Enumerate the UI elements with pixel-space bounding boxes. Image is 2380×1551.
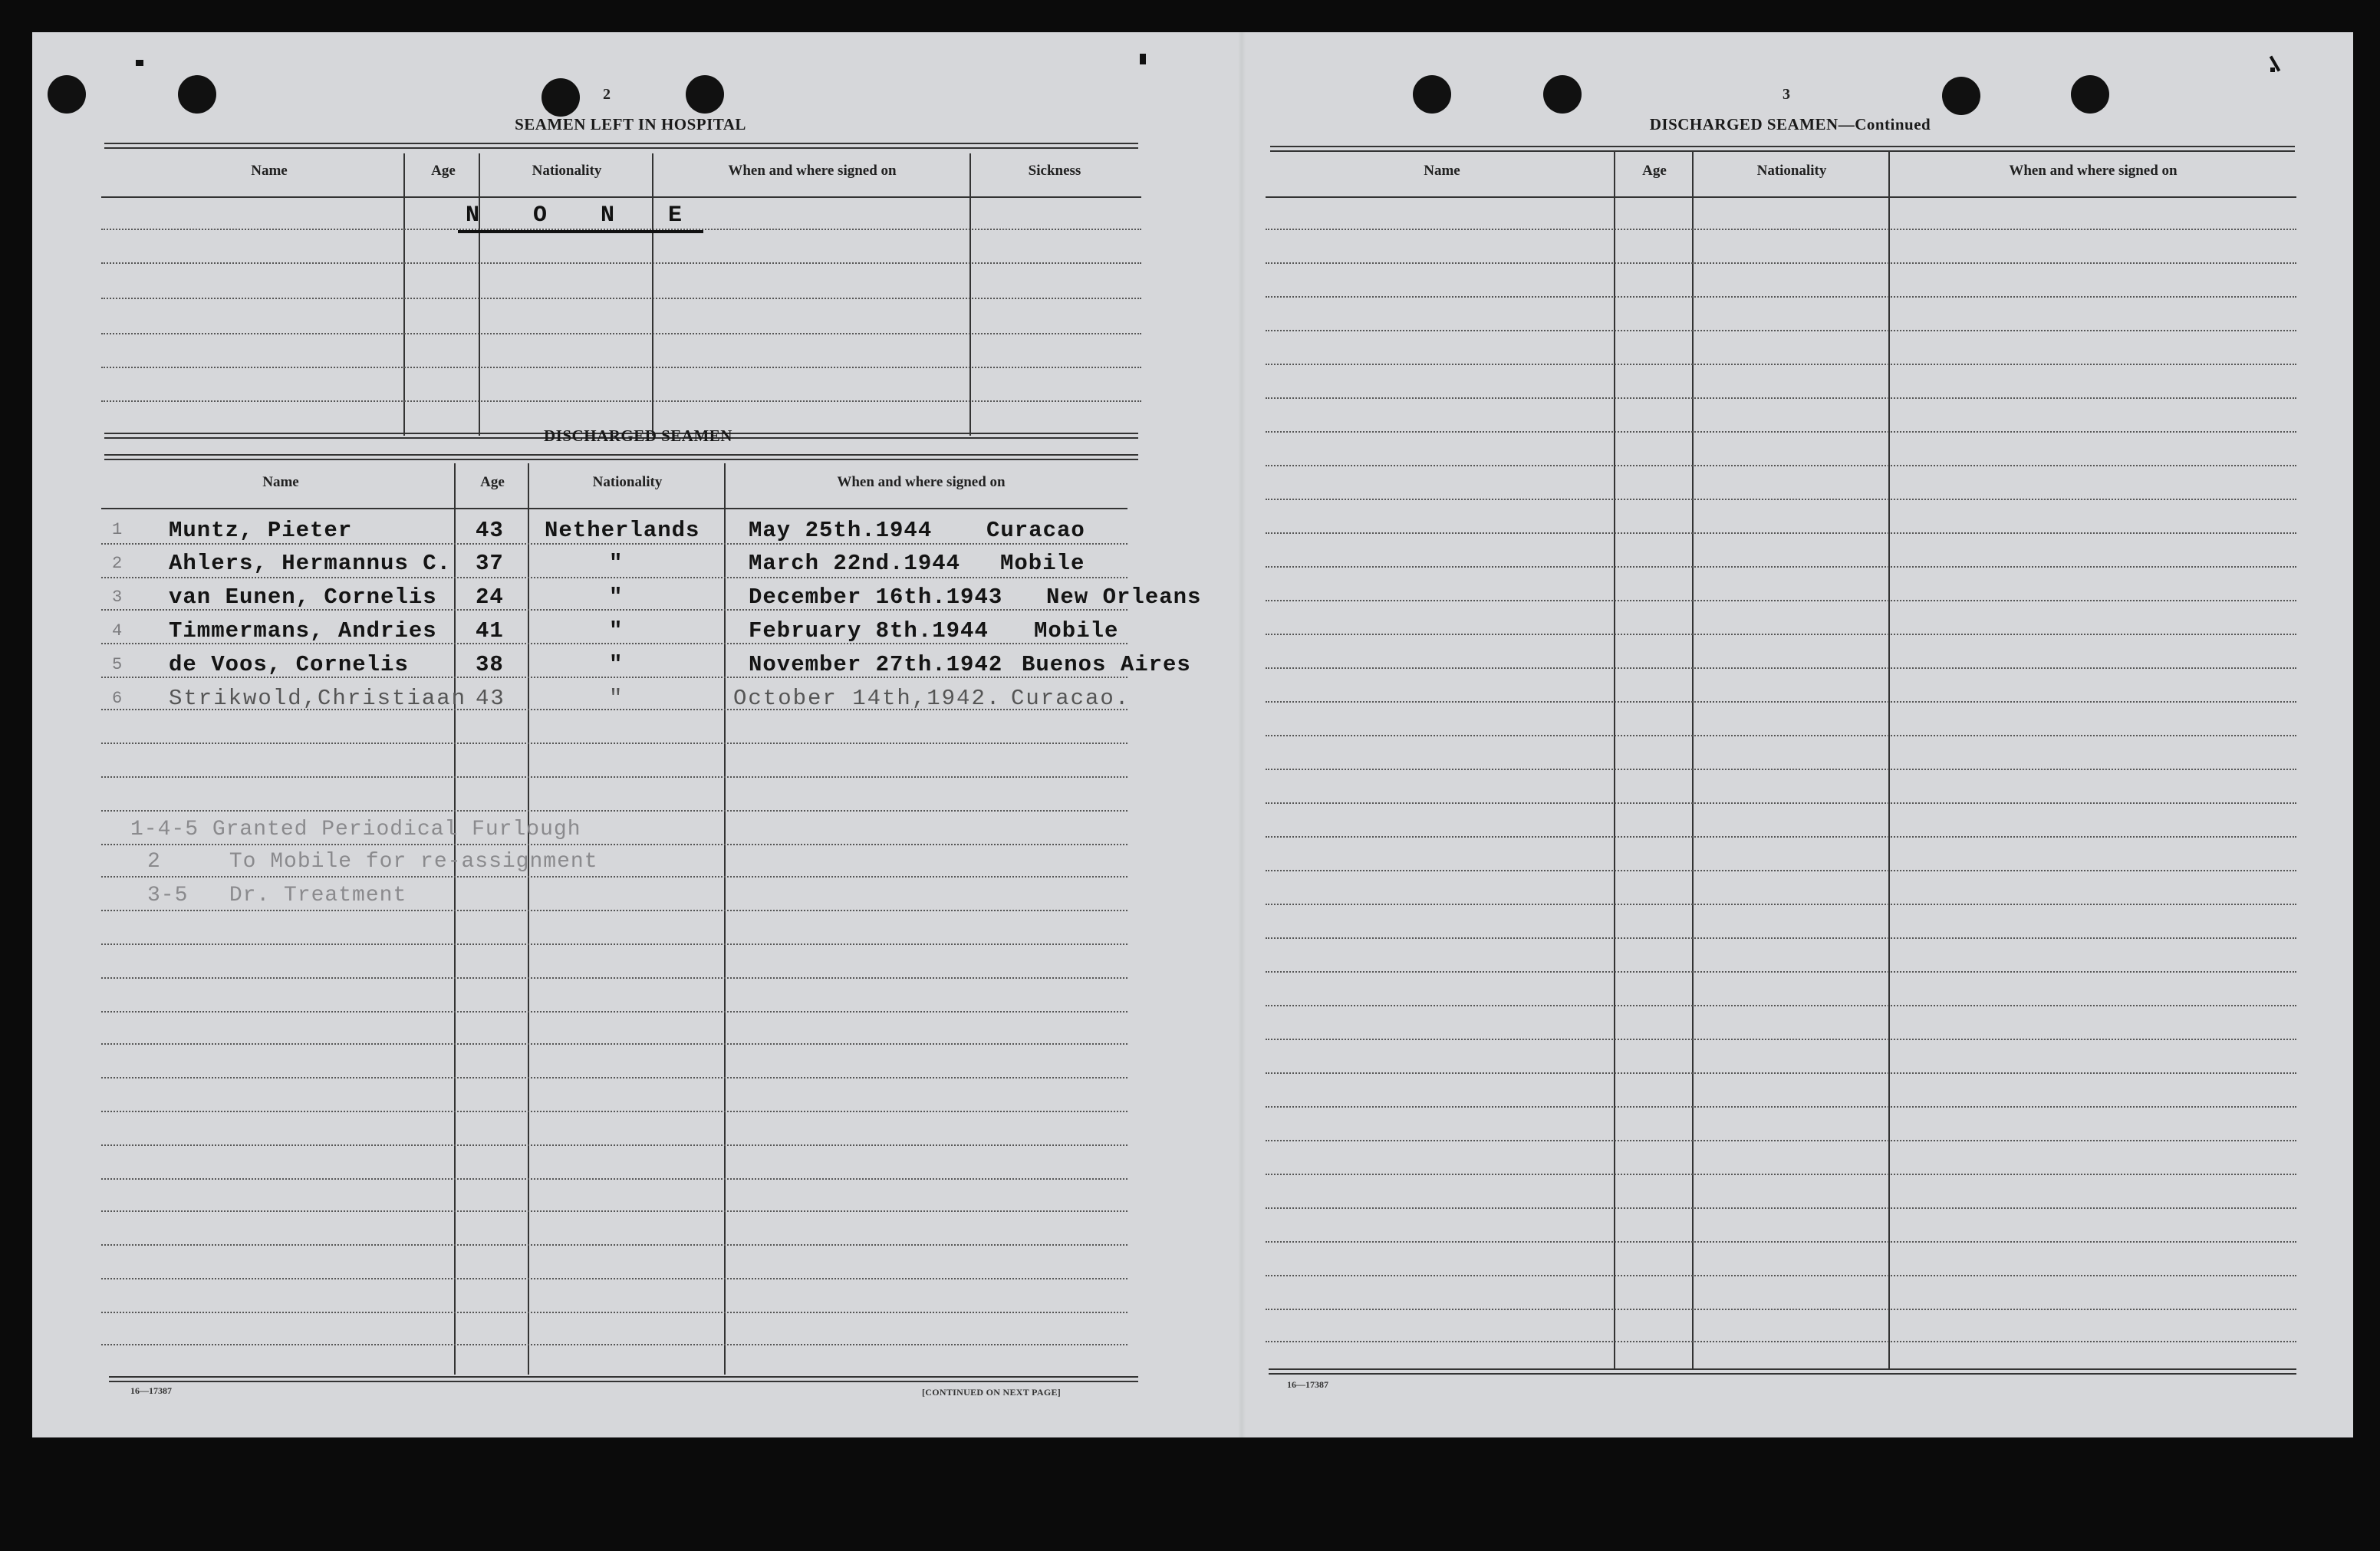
ruled-line <box>101 1278 1127 1279</box>
ruled-line <box>101 333 1141 334</box>
ruled-line <box>1266 431 2296 433</box>
ruled-line <box>101 776 1127 778</box>
column-header-age: Age <box>1642 163 1667 179</box>
ruled-line <box>1266 397 2296 399</box>
ruled-line <box>1266 465 2296 466</box>
rule <box>104 143 1138 149</box>
column-divider <box>1614 152 1615 1368</box>
seaman-name: Muntz, Pieter <box>169 518 353 543</box>
column-divider <box>652 153 653 436</box>
column-header-nationality: Nationality <box>532 163 602 179</box>
continued-note: [CONTINUED ON NEXT PAGE] <box>922 1387 1062 1398</box>
page-number: 3 <box>1783 86 1790 103</box>
row-number: 5 <box>112 655 123 674</box>
signed-on-date: November 27th.1942 <box>749 652 1003 677</box>
ruled-line <box>101 1210 1127 1212</box>
ruled-line <box>1266 364 2296 365</box>
ruled-line <box>101 543 1127 545</box>
ruled-line <box>101 743 1127 744</box>
ruled-line <box>1266 971 2296 973</box>
row-number: 6 <box>112 689 123 708</box>
rule <box>1266 196 2296 198</box>
ruled-line <box>101 1344 1127 1345</box>
ruled-line <box>101 810 1127 812</box>
hospital-section-title: SEAMEN LEFT IN HOSPITAL <box>515 115 746 133</box>
document-paper <box>32 32 2353 1437</box>
ruled-line <box>1266 262 2296 264</box>
seaman-nationality: " <box>609 551 624 576</box>
column-header-age: Age <box>480 474 505 490</box>
ruled-line <box>1266 1341 2296 1342</box>
left-page <box>32 32 1229 1437</box>
ruled-line <box>1266 1140 2296 1141</box>
seaman-name: Ahlers, Hermannus C. <box>169 551 452 576</box>
ruled-line <box>101 1077 1127 1078</box>
form-number: 16—17387 <box>130 1385 172 1396</box>
column-header-signed-on: When and where signed on <box>837 474 1006 490</box>
rule <box>104 454 1138 460</box>
row-number: 2 <box>112 554 123 573</box>
seaman-name: van Eunen, Cornelis <box>169 585 437 610</box>
ruled-line <box>1266 532 2296 534</box>
form-number: 16—17387 <box>1287 1379 1328 1390</box>
ruled-line <box>1266 1309 2296 1310</box>
column-divider <box>969 153 971 436</box>
column-divider <box>724 463 726 1375</box>
ruled-line <box>1266 1275 2296 1276</box>
seaman-age: 24 <box>476 585 504 610</box>
ruled-line <box>1266 1106 2296 1108</box>
column-header-nationality: Nationality <box>1756 163 1827 179</box>
column-header-signed-on: When and where signed on <box>728 163 897 179</box>
ruled-line <box>1266 769 2296 770</box>
ruled-line <box>1266 802 2296 804</box>
right-page <box>1246 32 2353 1437</box>
ruled-line <box>101 943 1127 945</box>
note-line: 1-4-5 Granted Periodical Furlough <box>130 818 581 841</box>
ruled-line <box>1266 1207 2296 1209</box>
seaman-age: 41 <box>476 618 504 644</box>
row-number: 3 <box>112 588 123 607</box>
seaman-nationality: " <box>609 618 624 644</box>
rule <box>1269 1368 2296 1375</box>
ruled-line <box>1266 735 2296 736</box>
center-fold <box>1238 32 1246 1437</box>
signed-on-date: October 14th,1942. <box>733 686 1002 711</box>
seaman-nationality: " <box>609 686 624 711</box>
ruled-line <box>101 1144 1127 1146</box>
page-number: 2 <box>603 86 611 103</box>
ruled-line <box>101 1244 1127 1246</box>
note-line: 3-5 Dr. Treatment <box>147 884 407 907</box>
ruled-line <box>101 367 1141 368</box>
seaman-name: de Voos, Cornelis <box>169 652 409 677</box>
column-divider <box>479 153 480 436</box>
ruled-line <box>1266 870 2296 871</box>
ruled-line <box>1266 1241 2296 1243</box>
ruled-line <box>1266 330 2296 331</box>
ruled-line <box>1266 600 2296 601</box>
ruled-line <box>101 577 1127 578</box>
column-divider <box>1692 152 1694 1368</box>
seaman-nationality: " <box>609 652 624 677</box>
ruled-line <box>1266 229 2296 230</box>
ruled-line <box>101 844 1127 845</box>
continued-section-title: DISCHARGED SEAMEN—Continued <box>1649 115 1931 133</box>
rule <box>1270 146 2295 152</box>
seaman-age: 43 <box>476 518 504 543</box>
discharged-section-title: DISCHARGED SEAMEN <box>544 426 732 445</box>
column-header-signed-on: When and where signed on <box>2009 163 2178 179</box>
column-divider <box>1888 152 1890 1368</box>
ruled-line <box>1266 836 2296 838</box>
signed-on-place: Curacao <box>986 518 1085 543</box>
ruled-line <box>1266 499 2296 500</box>
column-header-name: Name <box>251 163 288 179</box>
signed-on-date: February 8th.1944 <box>749 618 989 644</box>
ruled-line <box>101 876 1127 878</box>
ruled-line <box>101 1178 1127 1180</box>
ruled-line <box>101 262 1141 264</box>
ruled-line <box>101 910 1127 911</box>
seaman-nationality: Netherlands <box>545 518 700 543</box>
note-line: 2 To Mobile for re-assignment <box>147 850 598 874</box>
signed-on-date: December 16th.1943 <box>749 585 1003 610</box>
column-header-name: Name <box>1424 163 1460 179</box>
ruled-line <box>1266 1005 2296 1006</box>
column-header-nationality: Nationality <box>592 474 663 490</box>
signed-on-date: March 22nd.1944 <box>749 551 961 576</box>
signed-on-date: May 25th.1944 <box>749 518 933 543</box>
signed-on-place: New Orleans <box>1046 585 1202 610</box>
seaman-age: 37 <box>476 551 504 576</box>
seaman-age: 38 <box>476 652 504 677</box>
column-divider <box>454 463 456 1375</box>
signed-on-place: Mobile <box>1034 618 1119 644</box>
ruled-line <box>101 298 1141 299</box>
signed-on-place: Curacao. <box>1011 686 1131 711</box>
column-header-name: Name <box>262 474 299 490</box>
ruled-line <box>1266 904 2296 905</box>
ruled-line <box>1266 1039 2296 1040</box>
ruled-line <box>101 1312 1127 1313</box>
ruled-line <box>1266 937 2296 939</box>
ruled-line <box>1266 1174 2296 1175</box>
column-divider <box>403 153 405 436</box>
seaman-name: Strikwold,Christiaan <box>169 686 467 711</box>
row-number: 1 <box>112 520 123 539</box>
ruled-line <box>1266 566 2296 568</box>
seaman-nationality: " <box>609 585 624 610</box>
column-header-sickness: Sickness <box>1028 163 1081 179</box>
ruled-line <box>1266 701 2296 703</box>
ruled-line <box>1266 296 2296 298</box>
ruled-line <box>101 977 1127 979</box>
rule <box>109 1376 1138 1382</box>
row-number: 4 <box>112 621 123 640</box>
signed-on-place: Buenos Aires <box>1022 652 1191 677</box>
ruled-line <box>1266 667 2296 669</box>
column-divider <box>528 463 529 1375</box>
ruled-line <box>101 1011 1127 1013</box>
ruled-line <box>1266 634 2296 635</box>
none-entry: N O N E <box>458 203 703 233</box>
signed-on-place: Mobile <box>1000 551 1085 576</box>
seaman-age: 43 <box>476 686 505 711</box>
ruled-line <box>1266 1072 2296 1074</box>
seaman-name: Timmermans, Andries <box>169 618 437 644</box>
ruled-line <box>101 1111 1127 1112</box>
ruled-line <box>101 400 1141 402</box>
rule <box>101 508 1127 509</box>
ruled-line <box>101 1043 1127 1045</box>
column-header-age: Age <box>431 163 456 179</box>
rule <box>101 196 1141 198</box>
